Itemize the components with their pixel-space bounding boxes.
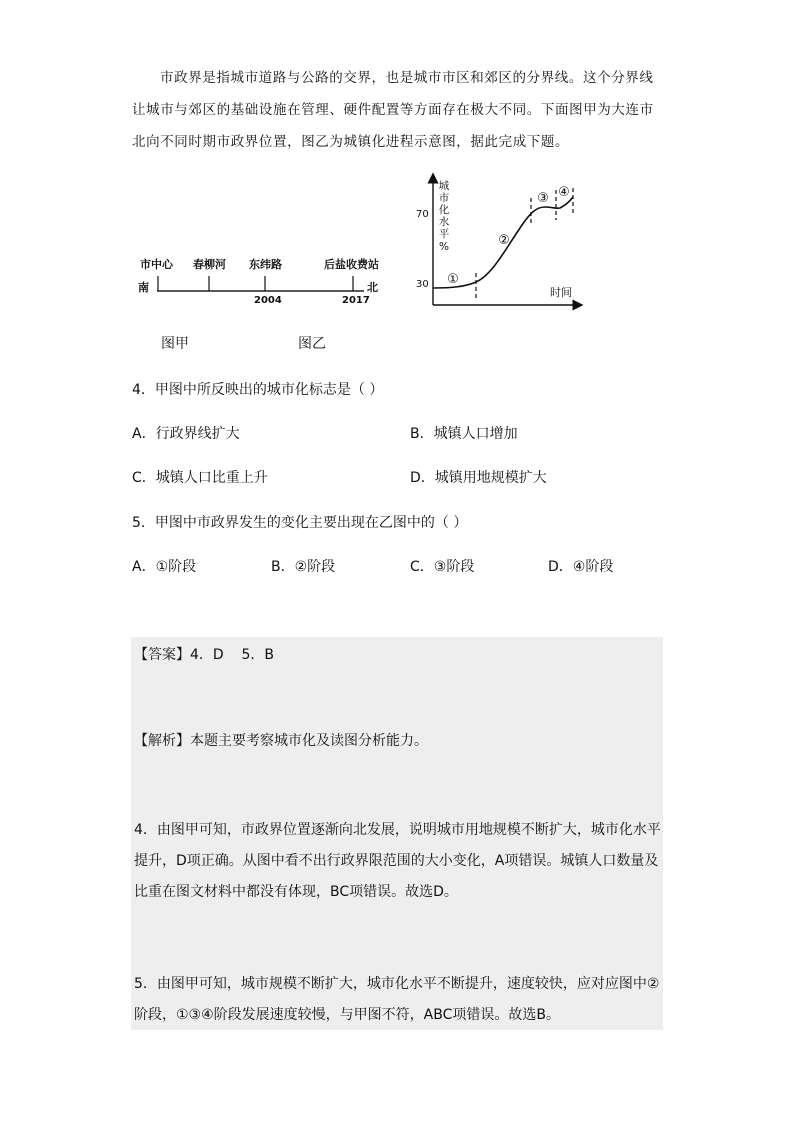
- intro-paragraph: 市政界是指城市道路与公路的交界，也是城市市区和郊区的分界线。这个分界线让城市与郊区的基础设施在管理、硬件配置等方面存在极大不同。下面图甲为大连市北向不同时期市政界位置，图乙为城镇化进程示意图，据此完成下题。: [132, 70, 654, 150]
- point-dongweilu: 东纬路: [249, 258, 282, 271]
- q4-option-d: D．城镇用地规模扩大: [410, 470, 547, 486]
- q5-option-a: A．①阶段: [132, 559, 197, 575]
- year-2017: 2017: [342, 295, 370, 306]
- question-5-stem: 5．甲图中市政界发生的变化主要出现在乙图中的（ ）: [132, 515, 468, 531]
- ylabel-char: 市: [438, 192, 450, 204]
- point-city-center: 市中心: [140, 258, 173, 271]
- stage-1-label: ①: [447, 272, 459, 287]
- y-tick-70: 70: [416, 209, 429, 220]
- explanation-q4: 4．由图甲可知，市政界位置逐渐向北发展，说明城市用地规模不断扩大，城市化水平提升，D项正确。从图中看不出行政界限范围的大小变化，A项错误。城镇人口数量及比重在图文材料中都没有体现，BC项错误。故选D。: [134, 822, 661, 900]
- stage-4-label: ④: [558, 185, 570, 200]
- answer-panel: [131, 637, 663, 1030]
- q5-option-c: C．③阶段: [410, 559, 475, 575]
- year-2004: 2004: [254, 295, 282, 306]
- ylabel-char: 水: [438, 216, 450, 228]
- q4-option-b: B．城镇人口增加: [410, 426, 518, 442]
- q5-option-b: B．②阶段: [271, 559, 336, 575]
- figure-b-caption: 图乙: [298, 336, 326, 352]
- ylabel-char: %: [439, 241, 449, 253]
- answer-line: [134, 640, 274, 671]
- q4-option-c: C．城镇人口比重上升: [132, 470, 268, 486]
- y-tick-30: 30: [416, 279, 429, 290]
- figure-a-caption: 图甲: [161, 336, 189, 352]
- q4-option-a: A．行政界线扩大: [132, 426, 240, 442]
- figure-b: [416, 178, 578, 305]
- q5-option-d: D．④阶段: [548, 559, 614, 575]
- label-north: 北: [367, 281, 378, 294]
- ylabel-char: 城: [438, 180, 450, 192]
- x-axis-label: 时间: [550, 286, 572, 299]
- stage-2-label: ②: [498, 233, 510, 248]
- answer-text: 4．D 5．B: [190, 647, 274, 663]
- figure-a: [138, 257, 379, 306]
- analysis-line: [134, 726, 428, 757]
- analysis-tag: 【解析】: [134, 733, 190, 749]
- answer-tag: 【答案】: [134, 647, 190, 663]
- ylabel-char: 平: [438, 228, 450, 240]
- figures: [0, 0, 794, 360]
- y-axis-label: [439, 179, 450, 253]
- analysis-text: 本题主要考察城市化及读图分析能力。: [190, 733, 428, 749]
- stage-3-label: ③: [537, 191, 549, 206]
- question-4-stem: 4．甲图中所反映出的城市化标志是（ ）: [132, 382, 384, 398]
- ylabel-char: 化: [438, 204, 450, 216]
- point-houyan-toll: 后盐收费站: [324, 258, 379, 271]
- explanation-q5: 5．由图甲可知，城市规模不断扩大，城市化水平不断提升，速度较快，应对应图中②阶段，①③④阶段发展速度较慢，与甲图不符，ABC项错误。故选B。: [134, 976, 660, 1023]
- point-chunliuhe: 春柳河: [193, 258, 226, 271]
- label-south: 南: [138, 281, 149, 294]
